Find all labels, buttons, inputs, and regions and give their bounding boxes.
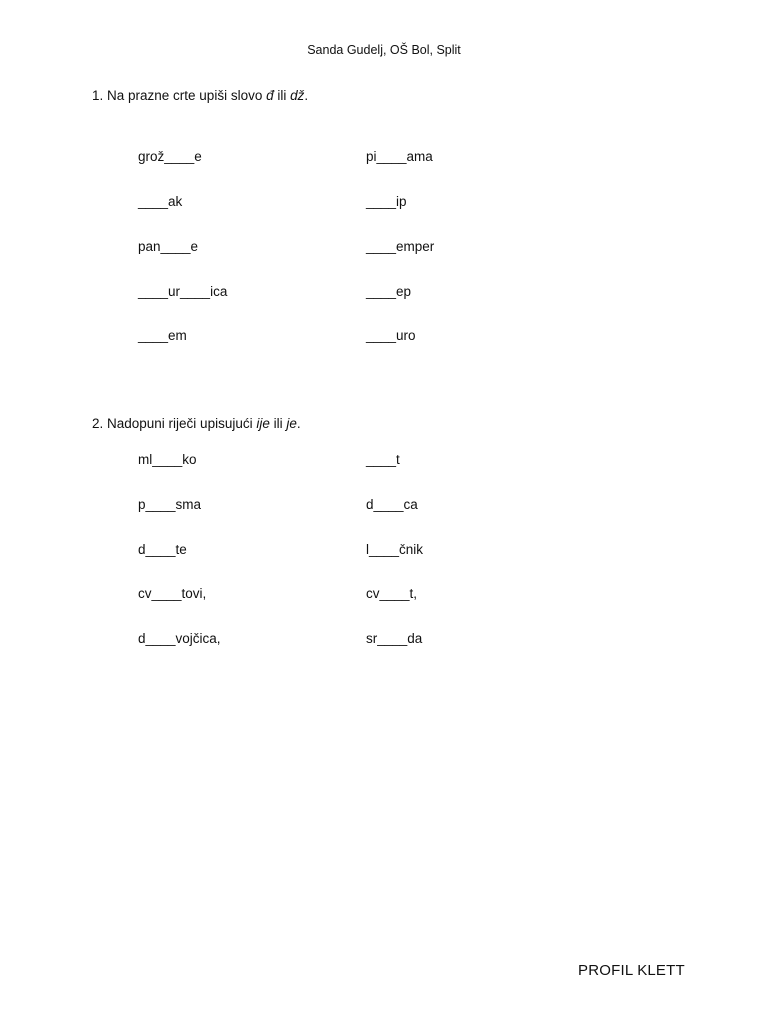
task1-word-left: grož____e xyxy=(138,149,202,164)
task2-word-left: d____vojčica, xyxy=(138,631,221,646)
task1-option-2: dž xyxy=(290,88,305,103)
task2-option-2: je xyxy=(286,416,297,431)
task2-word-left: d____te xyxy=(138,542,187,557)
task1-word-left: ____em xyxy=(138,328,187,343)
publisher-footer: PROFIL KLETT xyxy=(578,962,685,979)
task1-word-right: ____uro xyxy=(366,328,416,343)
author-header: Sanda Gudelj, OŠ Bol, Split xyxy=(307,43,461,57)
task1-word-right: ____emper xyxy=(366,239,435,254)
task2-word-left: p____sma xyxy=(138,497,202,512)
task1-option-1: đ xyxy=(266,88,274,103)
task2-suffix: . xyxy=(296,416,301,431)
task2-word-right: d____ca xyxy=(366,497,418,512)
task1-word-right: ____ep xyxy=(366,284,412,299)
task1-word-left: pan____e xyxy=(138,239,199,254)
task1-word-right: pi____ama xyxy=(366,149,433,164)
task2-word-right: cv____t, xyxy=(366,586,418,601)
task2-word-right: sr____da xyxy=(366,631,423,646)
task2-option-1: ije xyxy=(256,416,270,431)
task2-word-right: l____čnik xyxy=(366,542,424,557)
task1-word-right: ____ip xyxy=(366,194,407,209)
task2-mid: ili xyxy=(269,416,287,431)
task1-word-left: ____ak xyxy=(138,194,183,209)
task2-instruction xyxy=(92,416,301,431)
task1-instruction xyxy=(92,88,308,103)
task1-word-left: ____ur____ica xyxy=(138,284,228,299)
task2-word-left: cv____tovi, xyxy=(138,586,207,601)
task1-prefix: 1. Na prazne crte upiši slovo xyxy=(92,88,267,103)
task2-prefix: 2. Nadopuni riječi upisujući xyxy=(92,416,257,431)
task2-word-left: ml____ko xyxy=(138,452,197,467)
task2-word-right: ____t xyxy=(366,452,400,467)
task1-mid: ili xyxy=(273,88,291,103)
task1-suffix: . xyxy=(304,88,309,103)
